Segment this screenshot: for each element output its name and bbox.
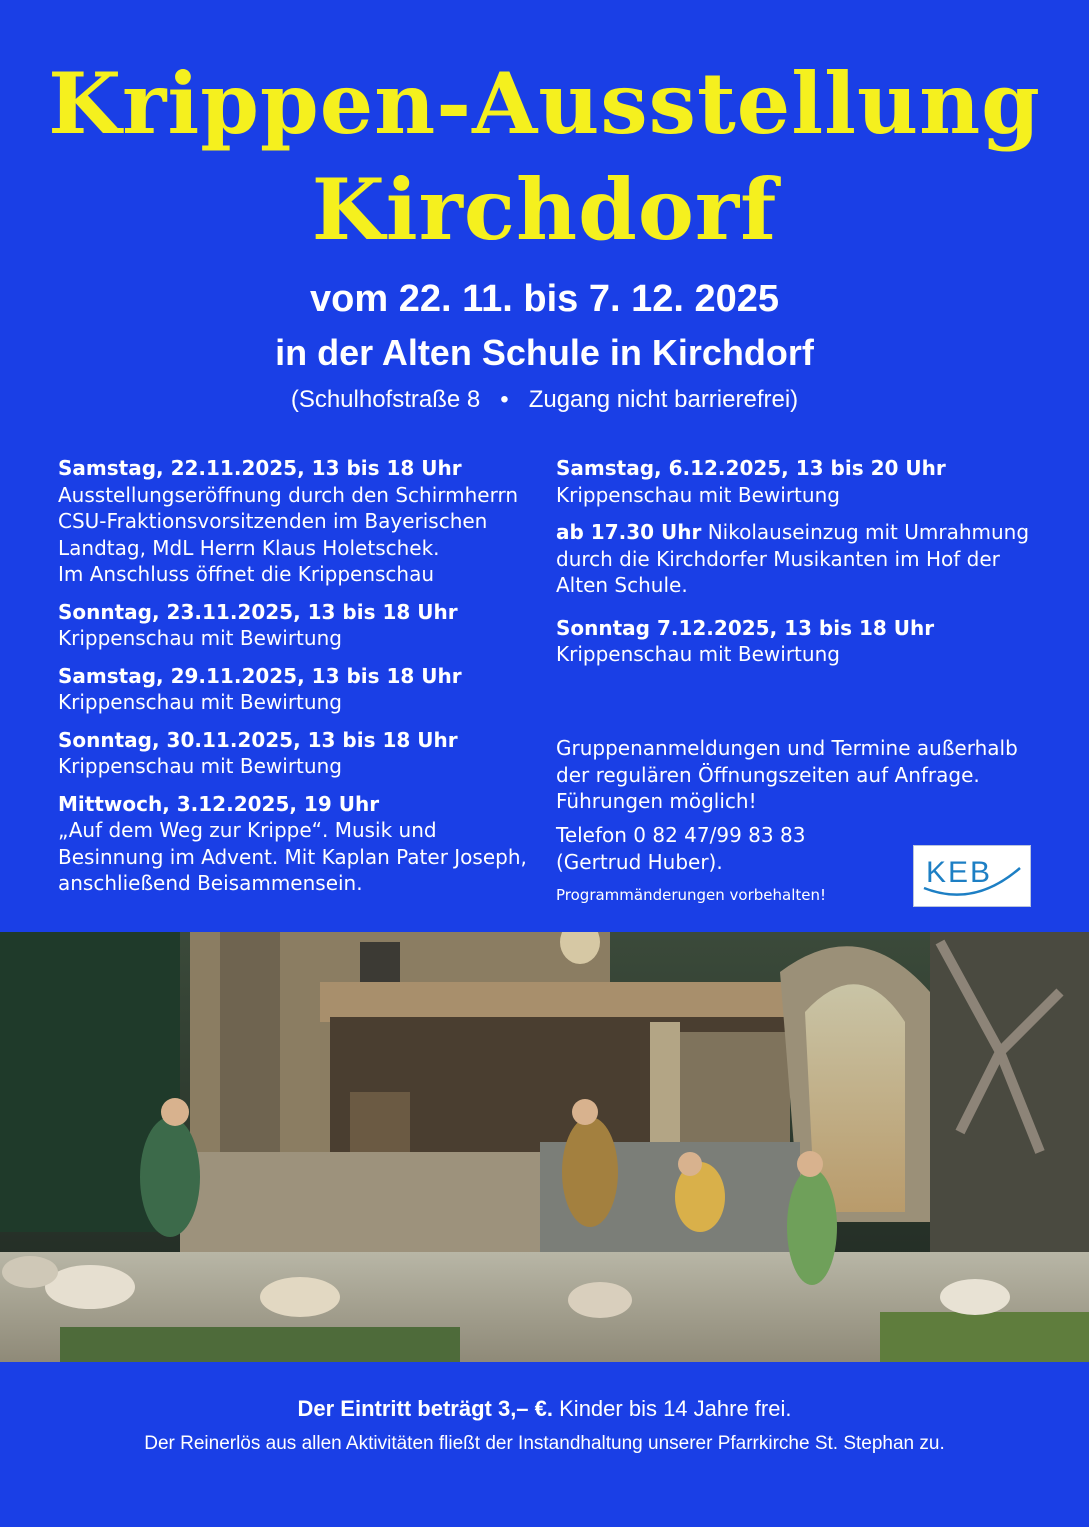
exhibition-venue: in der Alten Schule in Kirchdorf bbox=[275, 332, 814, 373]
event-heading: Sonntag, 23.11.2025, 13 bis 18 Uhr bbox=[58, 599, 458, 624]
nikolaus-line-3: Alten Schule. bbox=[556, 573, 688, 597]
group-info-line: Führungen möglich! bbox=[556, 789, 757, 813]
event-description: Landtag, MdL Herrn Klaus Holetschek. bbox=[58, 535, 440, 560]
event-description: CSU-Fraktionsvorsitzenden im Bayerischen bbox=[58, 509, 488, 533]
schedule-right-column bbox=[556, 455, 1056, 679]
contact-phone bbox=[556, 822, 805, 875]
admission-info bbox=[0, 1396, 1089, 1422]
event-heading: Mittwoch, 3.12.2025, 19 Uhr bbox=[58, 791, 380, 816]
event-description: Krippenschau mit Bewirtung bbox=[58, 754, 342, 778]
event-item bbox=[58, 455, 538, 588]
event-heading: Samstag, 29.11.2025, 13 bis 18 Uhr bbox=[58, 663, 462, 688]
group-info-line: der regulären Öffnungszeiten auf Anfrage. bbox=[556, 762, 980, 787]
bullet-separator: • bbox=[500, 386, 509, 413]
event-description: Krippenschau mit Bewirtung bbox=[556, 642, 840, 666]
nikolaus-line-1: Nikolauseinzug mit Umrahmung bbox=[701, 520, 1030, 544]
event-item bbox=[58, 727, 538, 780]
event-nikolaus bbox=[556, 519, 1056, 599]
group-booking-info bbox=[556, 735, 1036, 815]
event-heading: Samstag, 6.12.2025, 13 bis 20 Uhr bbox=[556, 456, 946, 480]
admission-children: Kinder bis 14 Jahre frei. bbox=[553, 1396, 792, 1421]
event-description: „Auf dem Weg zur Krippe“. Musik und bbox=[58, 818, 437, 842]
event-item bbox=[58, 599, 538, 652]
title-line-1: Krippen-Ausstellung bbox=[48, 54, 1041, 153]
event-saturday-6-12 bbox=[556, 455, 1056, 508]
title-line-2: Kirchdorf bbox=[311, 160, 778, 259]
group-info-line: Gruppenanmeldungen und Termine außerhalb bbox=[556, 736, 1018, 760]
event-item bbox=[58, 791, 538, 897]
nativity-scene-photo bbox=[0, 932, 1089, 1362]
contact-person: (Gertrud Huber). bbox=[556, 849, 723, 874]
keb-logo-text: KEB bbox=[926, 856, 993, 889]
event-description: Besinnung im Advent. Mit Kaplan Pater Joseph, bbox=[58, 844, 527, 869]
event-description: Ausstellungseröffnung durch den Schirmherrn bbox=[58, 482, 518, 507]
event-heading: Samstag, 22.11.2025, 13 bis 18 Uhr bbox=[58, 456, 462, 480]
nikolaus-time: ab 17.30 Uhr bbox=[556, 520, 702, 544]
schedule-left-column bbox=[58, 455, 538, 908]
event-sunday-7-12 bbox=[556, 615, 1056, 668]
admission-price: Der Eintritt beträgt 3,– €. bbox=[297, 1396, 554, 1421]
address-access: Zugang nicht barrierefrei) bbox=[528, 386, 799, 413]
event-description: Im Anschluss öffnet die Krippenschau bbox=[58, 562, 435, 586]
event-description: Krippenschau mit Bewirtung bbox=[58, 626, 342, 650]
event-item bbox=[58, 663, 538, 716]
nikolaus-line-2: durch die Kirchdorfer Musikanten im Hof der bbox=[556, 546, 1000, 571]
event-heading: Sonntag 7.12.2025, 13 bis 18 Uhr bbox=[556, 615, 935, 640]
event-description: Krippenschau mit Bewirtung bbox=[58, 690, 342, 714]
address-street: (Schulhofstraße 8 bbox=[290, 386, 481, 413]
event-description: anschließend Beisammensein. bbox=[58, 871, 363, 895]
venue-address bbox=[0, 386, 1089, 414]
proceeds-info: Der Reinerlös aus allen Aktivitäten fließt der Instandhaltung unserer Pfarrkirche St. Stephan zu. bbox=[144, 1433, 945, 1454]
program-changes-note: Programmänderungen vorbehalten! bbox=[556, 886, 827, 904]
event-description: Krippenschau mit Bewirtung bbox=[556, 482, 840, 507]
exhibition-dates: vom 22. 11. bis 7. 12. 2025 bbox=[310, 278, 779, 320]
event-heading: Sonntag, 30.11.2025, 13 bis 18 Uhr bbox=[58, 727, 458, 752]
phone-number: Telefon 0 82 47/99 83 83 bbox=[556, 823, 806, 847]
keb-logo bbox=[913, 845, 1031, 907]
